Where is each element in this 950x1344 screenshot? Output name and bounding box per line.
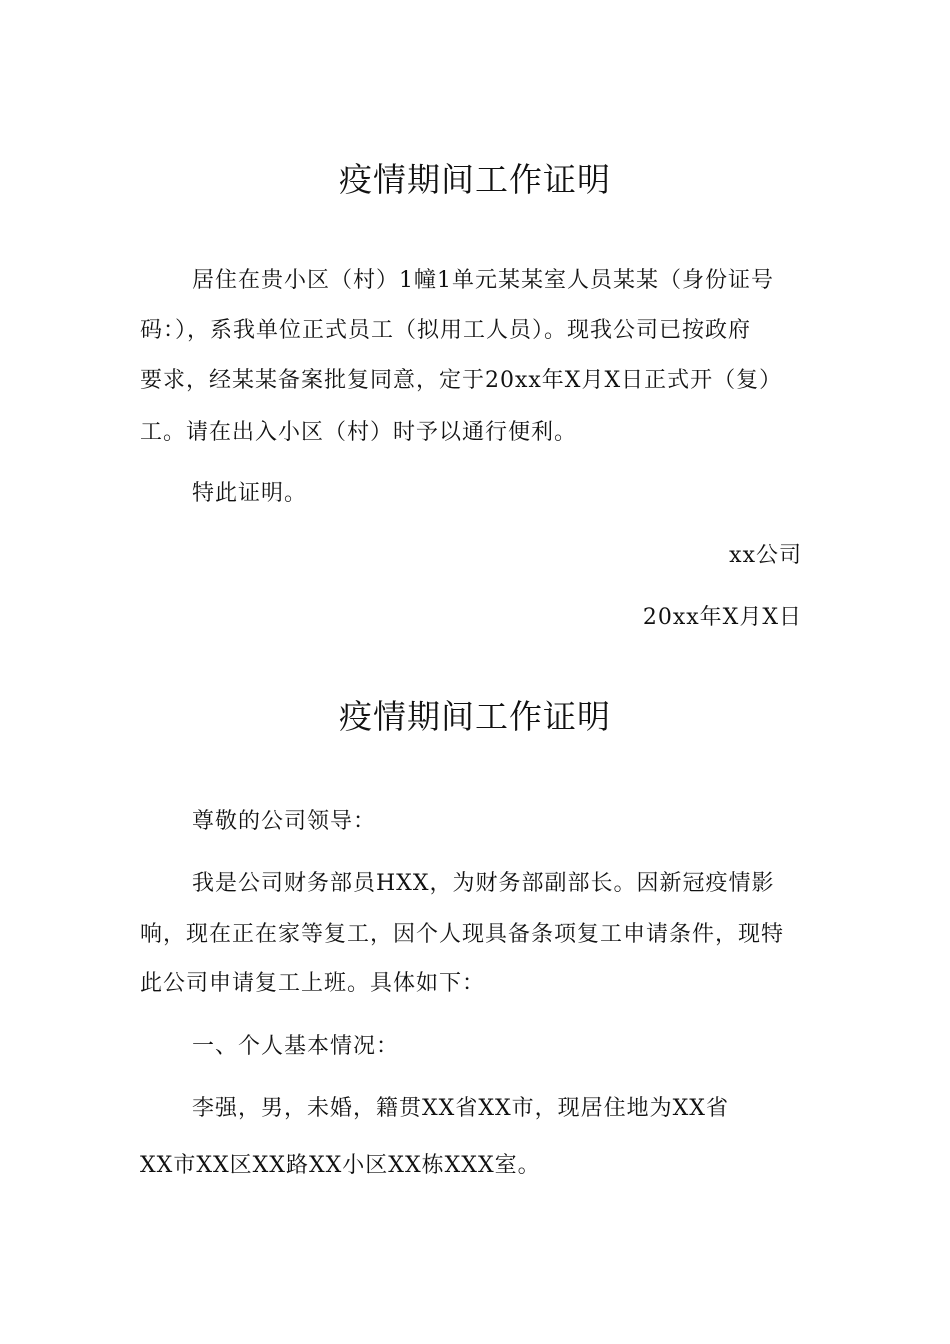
document-title: 疫情期间工作证明 <box>339 697 611 736</box>
salutation: 尊敬的公司领导： <box>192 809 377 834</box>
paragraph-line: 工。请在出入小区（村）时予以通行便利。 <box>140 420 578 445</box>
paragraph-line: 我是公司财务部员HXX，为财务部副部长。因新冠疫情影 <box>192 871 775 896</box>
paragraph-line: 码：），系我单位正式员工（拟用工人员）。现我公司已按政府 <box>140 318 752 343</box>
signature-date: 20xx年X月X日 <box>642 605 802 630</box>
paragraph-line: 居住在贵小区（村）1幢1单元某某室人员某某（身份证号 <box>192 268 774 293</box>
paragraph-line: 此公司申请复工上班。具体如下： <box>140 971 486 996</box>
document-title: 疫情期间工作证明 <box>339 160 611 199</box>
paragraph-line: 响，现在正在家等复工，因个人现具备条项复工申请条件，现特 <box>140 922 785 947</box>
section-heading: 一、个人基本情况： <box>192 1034 400 1059</box>
paragraph-line: XX市XX区XX路XX小区XX栋XXX室。 <box>140 1153 541 1178</box>
paragraph-line: 要求，经某某备案批复同意，定于20xx年X月X日正式开（复） <box>140 368 783 393</box>
signature-company: xx公司 <box>729 543 802 568</box>
closing-statement: 特此证明。 <box>192 481 308 506</box>
paragraph-line: 李强，男，未婚，籍贯XX省XX市，现居住地为XX省 <box>192 1096 729 1121</box>
